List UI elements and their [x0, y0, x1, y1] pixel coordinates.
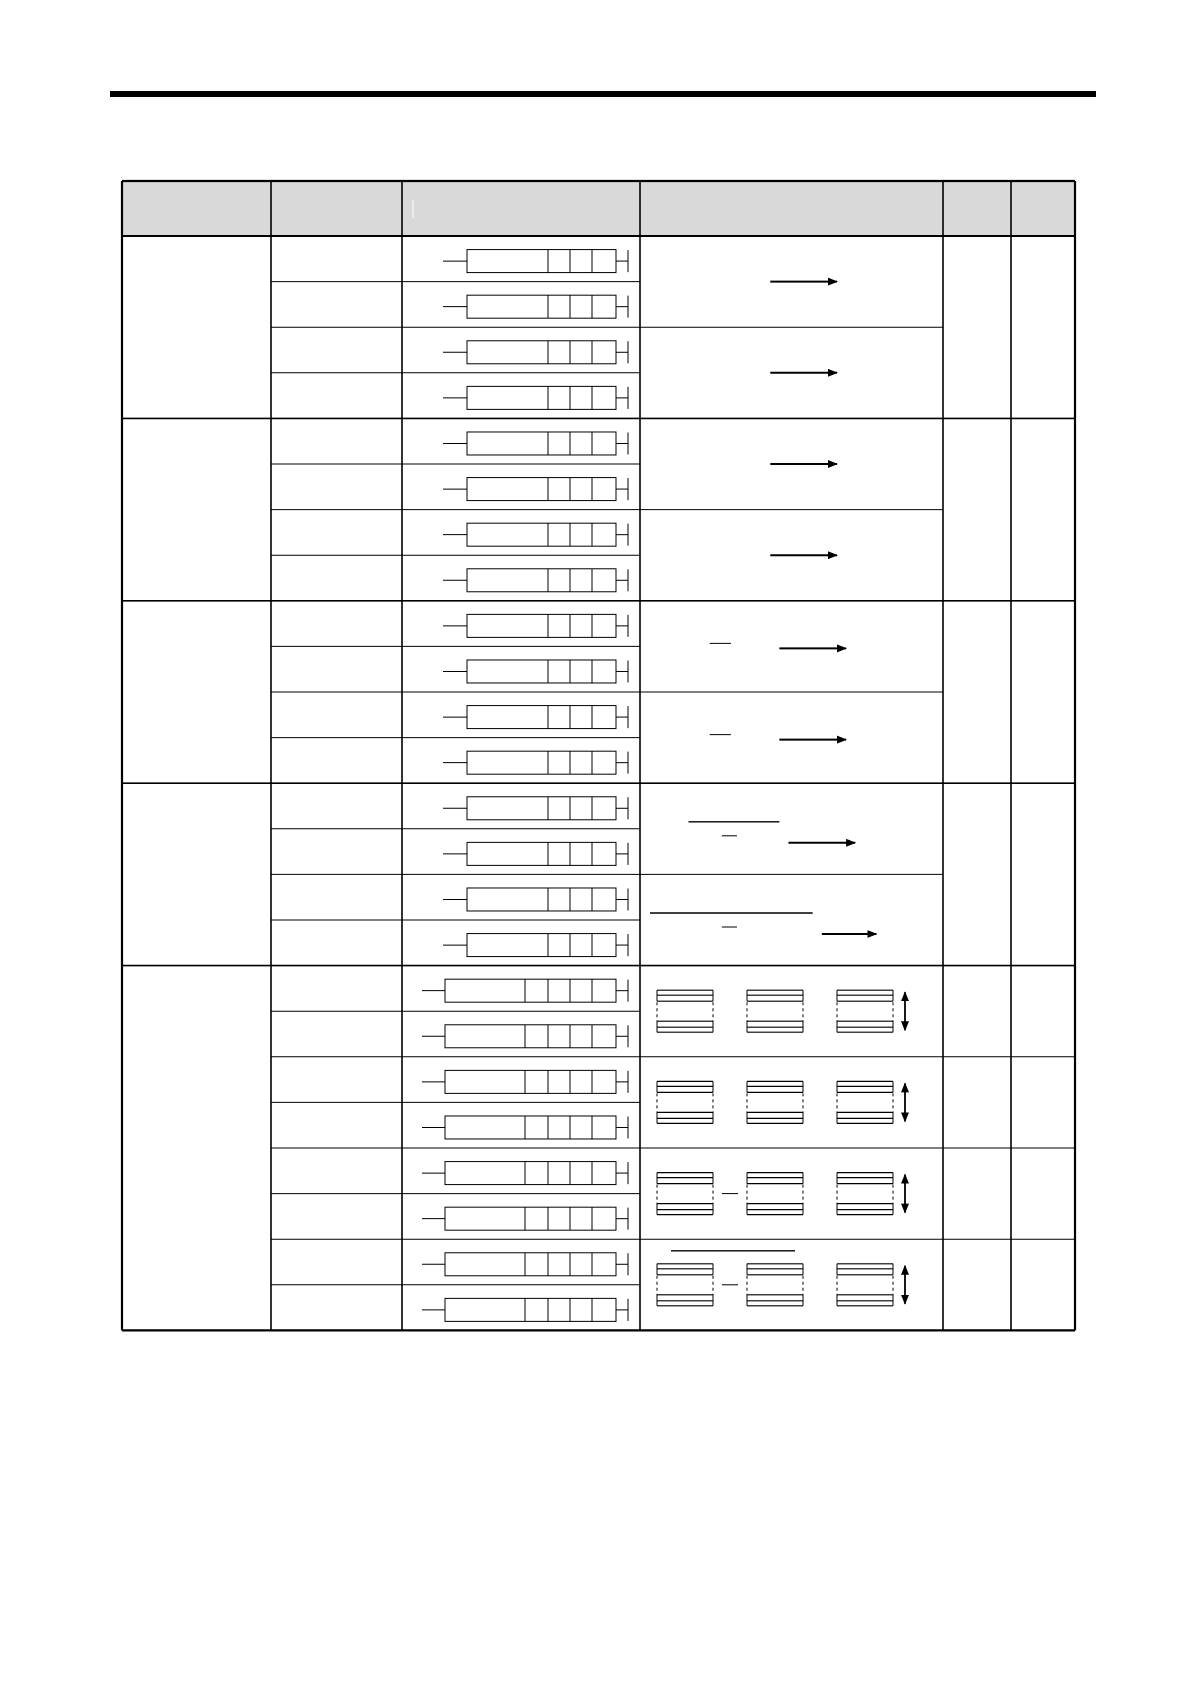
ladder-instruction-box [445, 1025, 616, 1048]
ladder-instruction-box [445, 1253, 616, 1276]
ladder-instruction-box [445, 1298, 616, 1321]
ladder-instruction-box [467, 751, 616, 774]
ladder-instruction-box [467, 250, 616, 273]
ladder-instruction-box [467, 341, 616, 364]
ladder-instruction-box [445, 979, 616, 1002]
table-header [122, 181, 1075, 236]
ladder-instruction-box [445, 1116, 616, 1139]
ladder-instruction-box [467, 614, 616, 637]
ladder-instruction-box [467, 888, 616, 911]
ladder-instruction-box [467, 386, 616, 409]
ladder-instruction-box [445, 1207, 616, 1230]
ladder-instruction-box [467, 523, 616, 546]
ladder-instruction-box [467, 706, 616, 729]
ladder-instruction-box [467, 842, 616, 865]
ladder-instruction-box [467, 432, 616, 455]
ladder-instruction-box [467, 934, 616, 957]
ladder-instruction-box [467, 569, 616, 592]
ladder-instruction-box [445, 1070, 616, 1093]
ladder-instruction-box [467, 295, 616, 318]
ladder-instruction-box [467, 660, 616, 683]
ladder-instruction-box [467, 478, 616, 501]
ladder-instruction-box [467, 797, 616, 820]
ladder-instruction-box [445, 1162, 616, 1185]
